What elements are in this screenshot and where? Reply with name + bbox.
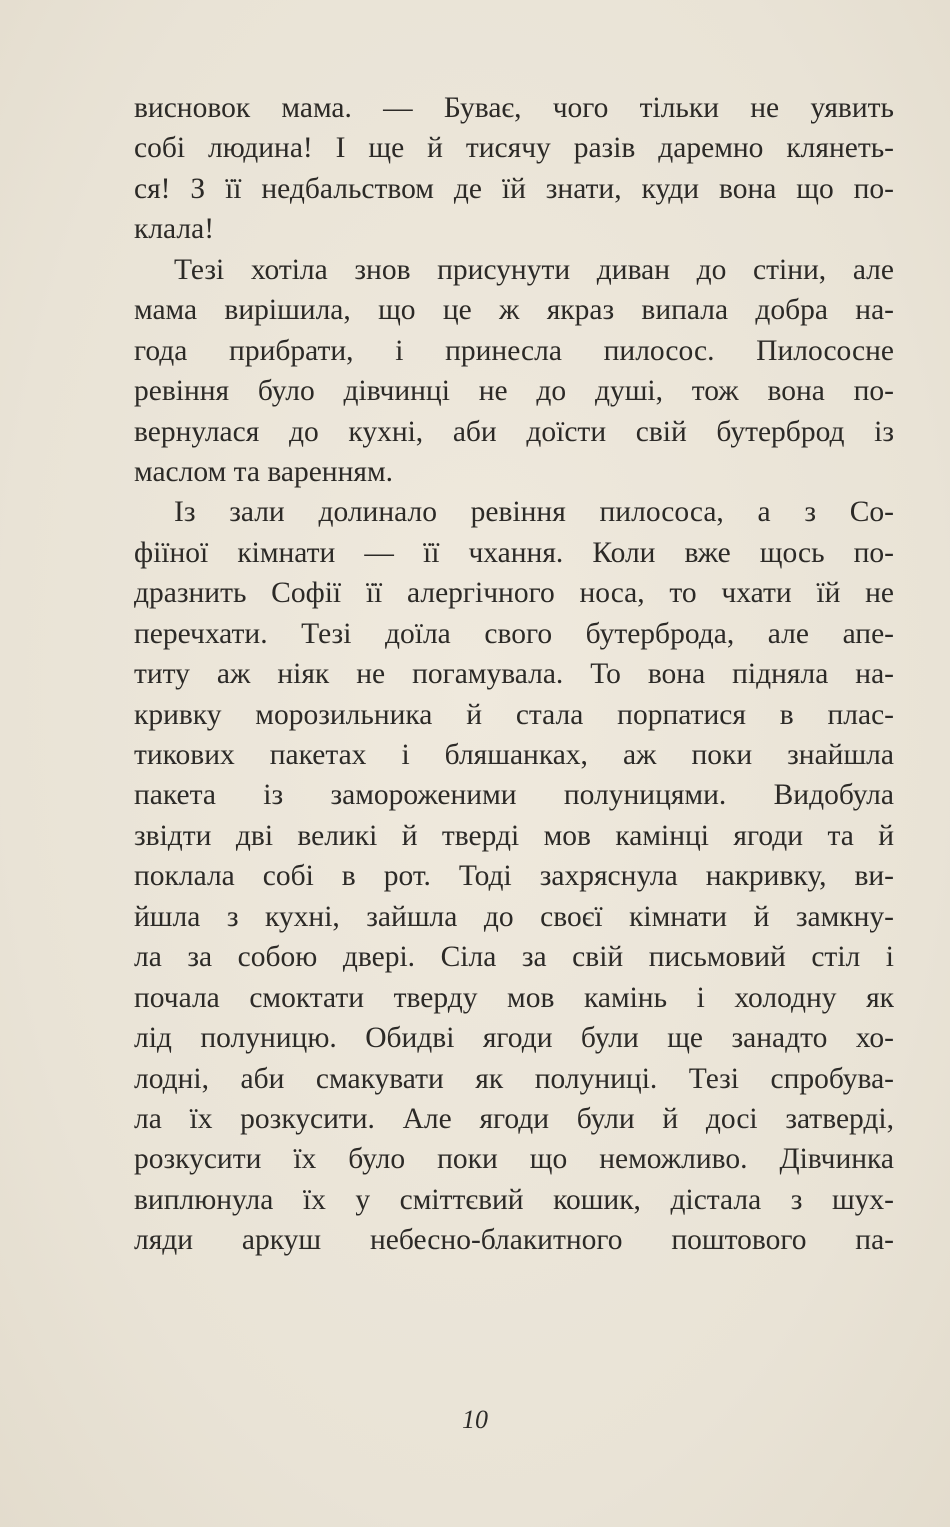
body-text bbox=[134, 88, 894, 1261]
text-line: перечхати. Тезі доїла свого бутерброда, але апе- bbox=[134, 617, 894, 650]
text-line: титу аж ніяк не погамувала. То вона підняла на- bbox=[134, 658, 894, 691]
text-line: почала смоктати тверду мов камінь і холодну як bbox=[134, 981, 894, 1014]
text-line: ся! З її недбальством де їй знати, куди вона що по- bbox=[134, 172, 894, 205]
text-line: лодні, аби смакувати як полуниці. Тезі спробува- bbox=[134, 1062, 894, 1095]
text-line: фіїної кімнати — її чхання. Коли вже щось по- bbox=[134, 536, 894, 569]
text-line: розкусити їх було поки що неможливо. Дівчинка bbox=[134, 1143, 894, 1176]
text-line: собі людина! І ще й тисячу разів даремно клянеть- bbox=[134, 132, 894, 165]
text-line: йшла з кухні, зайшла до своєї кімнати й замкну- bbox=[134, 900, 894, 933]
text-line: поклала собі в рот. Тоді захряснула накривку, ви- bbox=[134, 860, 894, 893]
text-line: ла за собою двері. Сіла за свій письмовий стіл і bbox=[134, 941, 894, 974]
text-line: ревіння було дівчинці не до душі, тож вона по- bbox=[134, 375, 894, 408]
text-line: лід полуницю. Обидві ягоди були ще занадто хо- bbox=[134, 1022, 894, 1055]
text-line: звідти дві великі й тверді мов камінці ягоди та й bbox=[134, 819, 894, 852]
text-line: мама вирішила, що це ж якраз випала добра на- bbox=[134, 294, 894, 327]
text-line: Із зали долинало ревіння пилососа, а з Со- bbox=[174, 496, 894, 529]
text-line: виплюнула їх у сміттєвий кошик, дістала з шух- bbox=[134, 1183, 894, 1216]
text-line: маслом та варенням. bbox=[134, 455, 393, 488]
page-number: 10 bbox=[462, 1405, 488, 1434]
text-line: ляди аркуш небесно-блакитного поштового па- bbox=[134, 1224, 894, 1257]
text-line: висновок мама. — Буває, чого тільки не уявить bbox=[134, 92, 894, 124]
text-line: года прибрати, і принесла пилосос. Пилососне bbox=[134, 334, 894, 367]
text-line: клала! bbox=[134, 213, 215, 246]
text-line: Тезі хотіла знов присунути диван до стіни, але bbox=[174, 253, 894, 286]
text-line: пакета із замороженими полуницями. Видобула bbox=[134, 779, 894, 812]
text-line: ла їх розкусити. Але ягоди були й досі затверді, bbox=[134, 1102, 894, 1135]
text-line: кривку морозильника й стала порпатися в плас- bbox=[134, 698, 894, 731]
text-line: вернулася до кухні, аби доїсти свій бутерброд із bbox=[134, 415, 894, 448]
text-line: дразнить Софії її алергічного носа, то чхати їй не bbox=[134, 577, 894, 610]
text-line: тикових пакетах і бляшанках, аж поки знайшла bbox=[134, 739, 894, 771]
